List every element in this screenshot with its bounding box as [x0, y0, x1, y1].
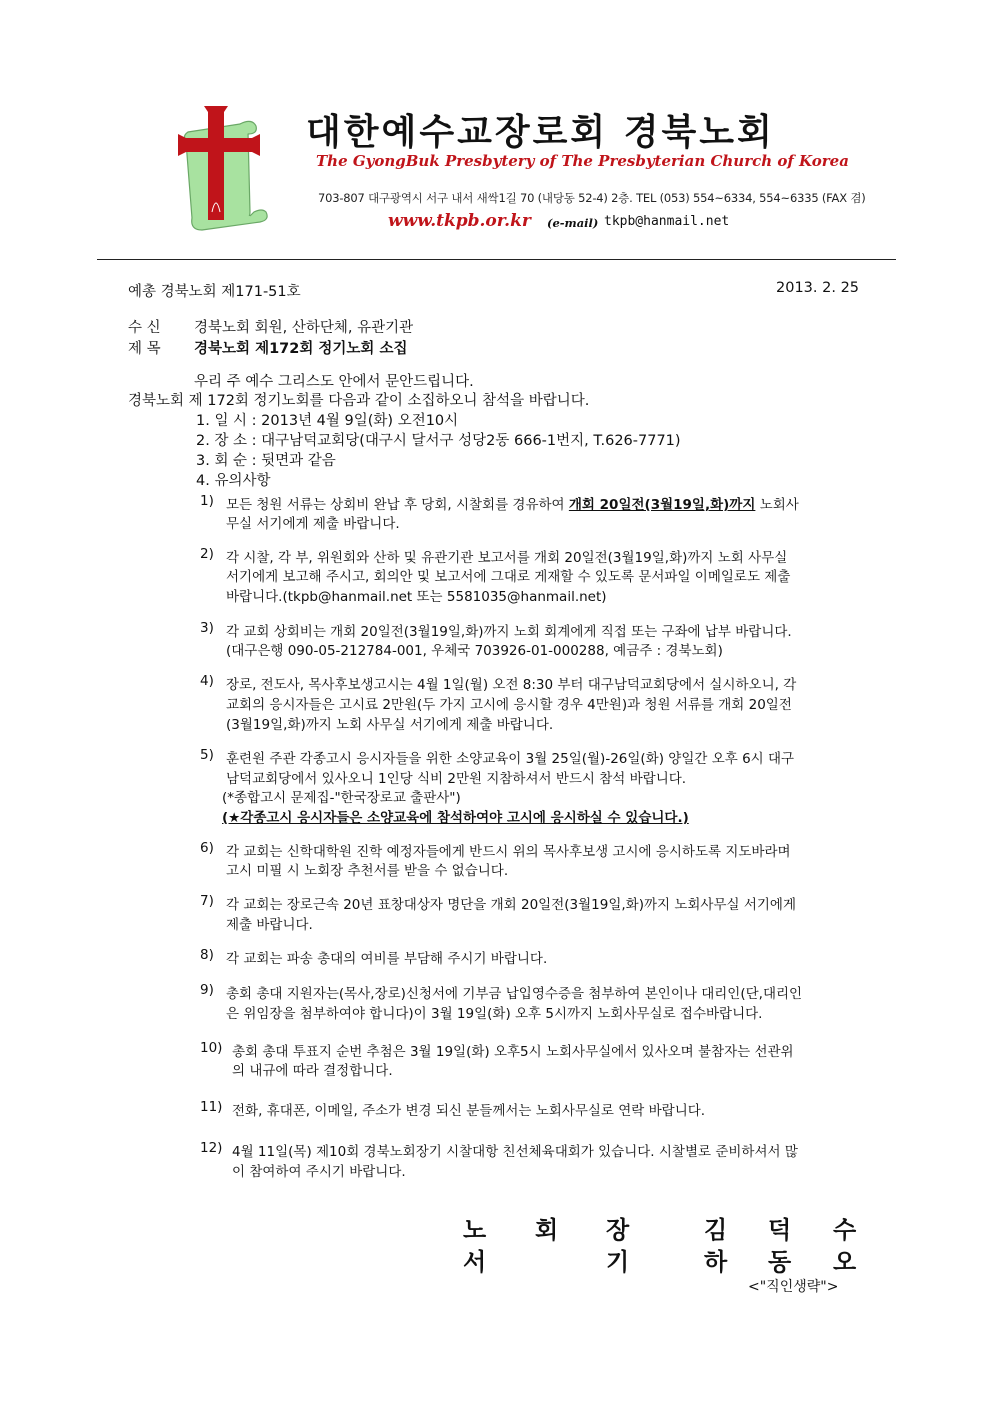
- note-5-line: 남덕교회당에서 있사오니 1인당 식비 2만원 지참하셔서 반드시 참석 바랍니다.: [226, 771, 687, 787]
- note-number: 2): [200, 546, 214, 562]
- subject-value: 경북노회 제172회 정기노회 소집: [194, 341, 408, 357]
- signature-name-char: 김: [704, 1215, 728, 1244]
- section-location: 2. 장 소 : 대구남덕교회당(대구시 달서구 성당2동 666-1번지, T.626-7771): [196, 433, 681, 449]
- section-notes-heading: 4. 유의사항: [196, 473, 271, 489]
- signature-name-char: 하: [704, 1247, 728, 1276]
- signature-title-char: 기: [606, 1247, 630, 1276]
- note-8-line: 각 교회는 파송 총대의 여비를 부담해 주시기 바랍니다.: [226, 951, 548, 967]
- signature-name-char: 오: [833, 1247, 857, 1276]
- note-9-line: 은 위임장을 첨부하여야 합니다)이 3월 19일(화) 오후 5시까지 노회사무실로 접수바랍니다.: [226, 1006, 763, 1022]
- section-datetime: 1. 일 시 : 2013년 4월 9일(화) 오전10시: [196, 413, 459, 429]
- note-1-text-c: 노회사: [759, 497, 799, 513]
- org-email-link[interactable]: tkpb@hanmail.net: [604, 214, 730, 229]
- note-number: 12): [200, 1140, 223, 1156]
- note-number: 4): [200, 673, 214, 689]
- note-4-line: 장로, 전도사, 목사후보생고시는 4월 1일(월) 오전 8:30 부터 대구남덕교회당에서 실시하오니, 각: [226, 677, 797, 693]
- note-number: 1): [200, 493, 214, 509]
- note-number: 5): [200, 747, 214, 763]
- note-10-line: 총회 총대 투표지 순번 추첨은 3월 19일(화) 오후5시 노회사무실에서 있사오며 불참자는 선관위: [232, 1044, 794, 1060]
- note-6-line: 고시 미필 시 노회장 추천서를 받을 수 없습니다.: [226, 863, 509, 879]
- subject-label: 제 목: [128, 341, 161, 357]
- org-title-korean: 대한예수교장로회 경북노회: [306, 111, 775, 153]
- intro-text: 경북노회 제 172회 정기노회를 다음과 같이 소집하오니 참석을 바랍니다.: [128, 393, 590, 409]
- signature-name-char: 수: [833, 1215, 857, 1244]
- note-2-line: 각 시찰, 각 부, 위원회와 산하 및 유관기관 보고서를 개회 20일전(3월19일,화)까지 노회 사무실: [226, 550, 788, 566]
- note-1-line: 무실 서기에게 제출 바랍니다.: [226, 516, 400, 532]
- org-address: 703-807 대구광역시 서구 내서 새싹1길 70 (내당동 52-4) 2층. TEL (053) 554~6334, 554~6335 (FAX 겸): [318, 191, 866, 205]
- signature-title-char: 장: [606, 1215, 630, 1244]
- note-4-line: (3월19일,화)까지 노회 사무실 서기에게 제출 바랍니다.: [226, 717, 554, 733]
- note-6-line: 각 교회는 신학대학원 진학 예정자들에게 반드시 위의 목사후보생 고시에 응시하도록 지도바라며: [226, 844, 791, 860]
- seal-omitted-note: <"직인생략">: [748, 1279, 839, 1295]
- note-number: 11): [200, 1099, 223, 1115]
- note-5-line: 훈련원 주관 각종고시 응시자들을 위한 소양교육이 3월 25일(월)-26일(화) 양일간 오후 6시 대구: [226, 751, 795, 767]
- org-email-label: (e-mail): [547, 216, 599, 230]
- note-1-text-a: 모든 청원 서류는 상회비 완납 후 당회, 시찰회를 경유하여: [226, 497, 565, 513]
- section-agenda: 3. 회 순 : 뒷면과 같음: [196, 453, 336, 469]
- note-10-line: 의 내규에 따라 결정합니다.: [232, 1063, 393, 1079]
- note-1-deadline: 개회 20일전(3월19일,화)까지: [568, 497, 756, 513]
- note-number: 9): [200, 982, 214, 998]
- signature-title-char: 서: [463, 1247, 487, 1276]
- note-number: 7): [200, 893, 214, 909]
- org-website-link[interactable]: www.tkpb.or.kr: [388, 211, 531, 231]
- note-5-line: (*종합고시 문제집-"한국장로교 출판사"): [222, 790, 461, 806]
- signature-title-char: 회: [535, 1215, 559, 1244]
- note-number: 8): [200, 947, 214, 963]
- note-1-line: [226, 493, 799, 513]
- header-divider: [97, 259, 896, 260]
- signature-title-char: 노: [463, 1215, 487, 1244]
- document-number: 예총 경북노회 제171-51호: [128, 284, 301, 300]
- signature-name-char: 동: [768, 1247, 792, 1276]
- note-3-line: 각 교회 상회비는 개회 20일전(3월19일,화)까지 노회 회계에게 직접 또는 구좌에 납부 바랍니다.: [226, 624, 792, 640]
- note-number: 10): [200, 1040, 223, 1056]
- note-7-line: 각 교회는 장로근속 20년 표창대상자 명단을 개회 20일전(3월19일,화)까지 노회사무실 서기에게: [226, 897, 797, 913]
- note-12-line: 이 참여하여 주시기 바랍니다.: [232, 1164, 406, 1180]
- note-number: 6): [200, 840, 214, 856]
- document-date: 2013. 2. 25: [776, 280, 860, 296]
- recipient-value: 경북노회 회원, 산하단체, 유관기관: [194, 320, 414, 336]
- greeting: 우리 주 예수 그리스도 안에서 문안드립니다.: [194, 374, 474, 390]
- note-9-line: 총회 총대 지원자는(목사,장로)신청서에 기부금 납입영수증을 첨부하여 본인이나 대리인(단,대리인: [226, 986, 803, 1002]
- note-7-line: 제출 바랍니다.: [226, 917, 313, 933]
- note-11-line: 전화, 휴대폰, 이메일, 주소가 변경 되신 분들께서는 노회사무실로 연락 바랍니다.: [232, 1103, 706, 1119]
- note-4-line: 교회의 응시자들은 고시료 2만원(두 가지 고시에 응시할 경우 4만원)과 청원 서류를 개회 20일전: [226, 697, 792, 713]
- note-2-line: 바랍니다.(tkpb@hanmail.net 또는 5581035@hanmail.net): [226, 589, 607, 605]
- note-3-line: (대구은행 090-05-212784-001, 우체국 703926-01-000288, 예금주 : 경북노회): [226, 643, 723, 659]
- org-title-english: The GyongBuk Presbytery of The Presbyterian Church of Korea: [316, 152, 849, 170]
- recipient-label: 수 신: [128, 320, 161, 336]
- note-5-warning: (★각종고시 응시자들은 소양교육에 참석하여야 고시에 응시하실 수 있습니다.): [222, 810, 689, 826]
- signature-name-char: 덕: [768, 1215, 792, 1244]
- presbytery-logo-icon: [176, 104, 272, 236]
- note-2-line: 서기에게 보고해 주시고, 회의안 및 보고서에 그대로 게재할 수 있도록 문서파일 이메일로도 제출: [226, 569, 791, 585]
- note-12-line: 4월 11일(목) 제10회 경북노회장기 시찰대항 친선체육대회가 있습니다. 시찰별로 준비하셔서 많: [232, 1144, 798, 1160]
- note-number: 3): [200, 620, 214, 636]
